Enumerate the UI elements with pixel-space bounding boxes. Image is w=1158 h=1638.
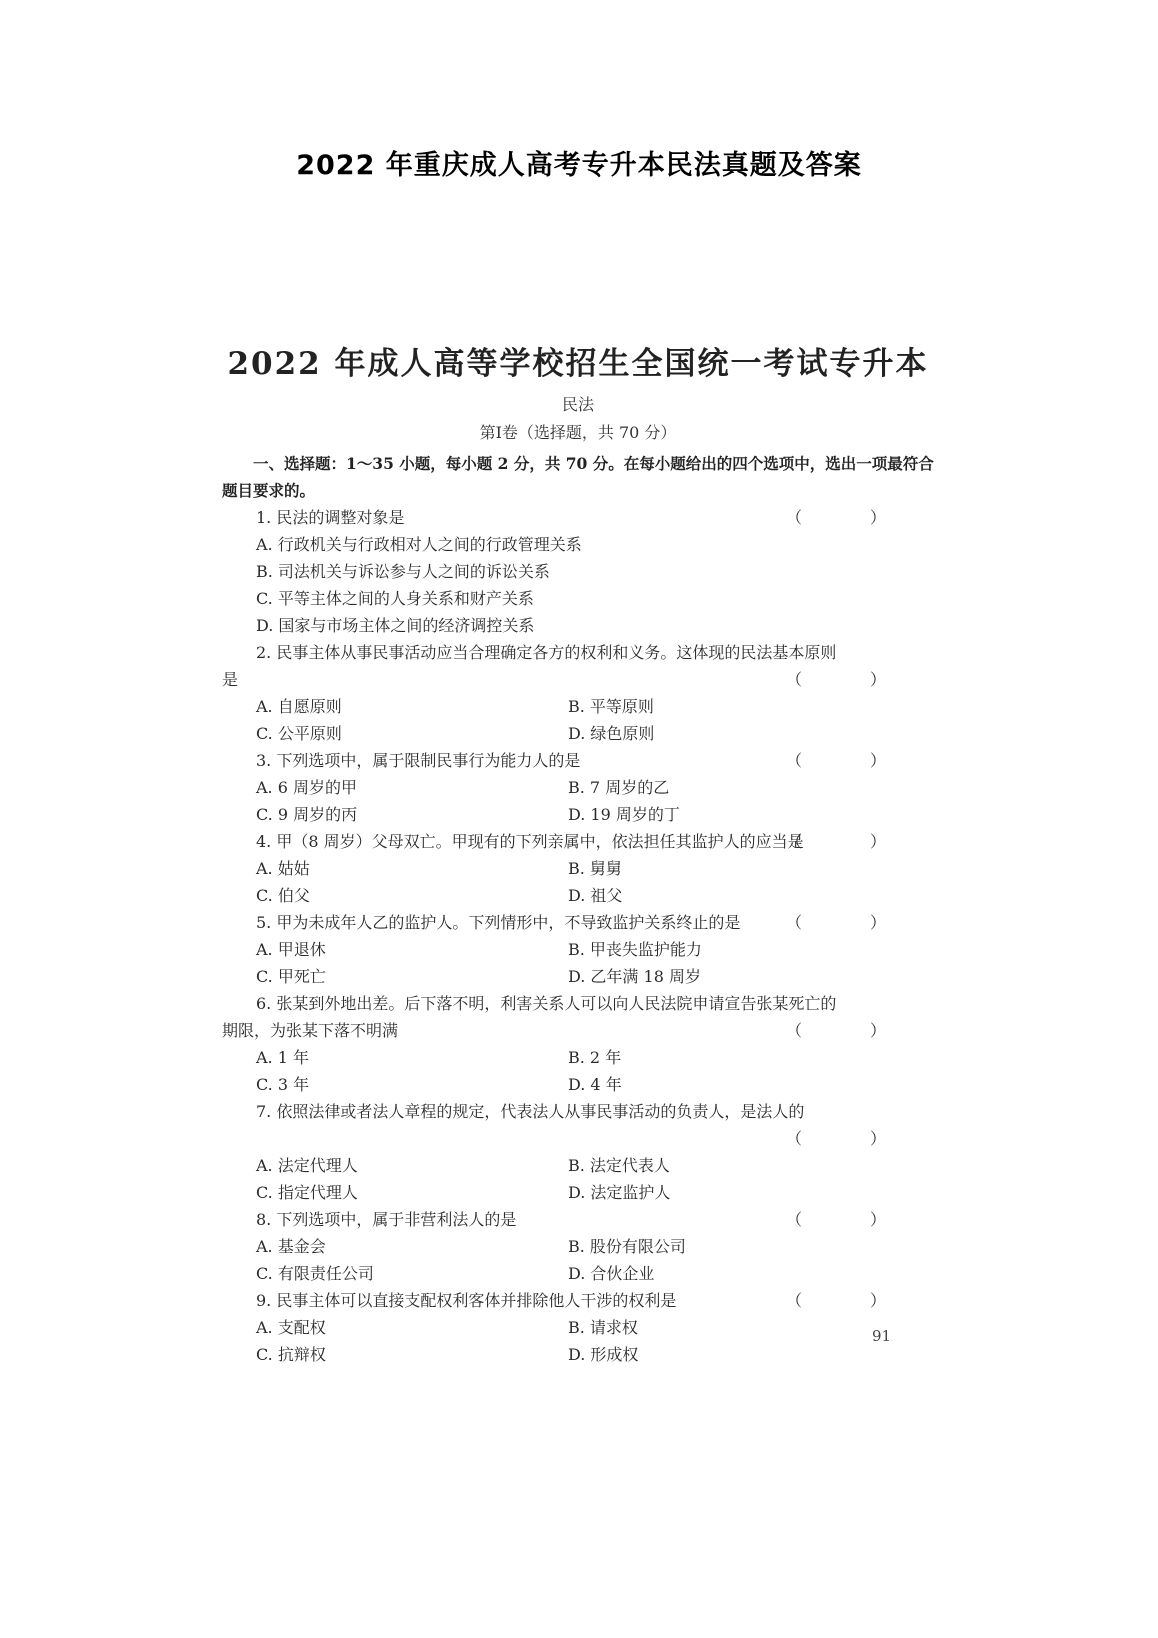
page-title: 2022 年重庆成人高考专升本民法真题及答案 [296,150,862,181]
question-7: 7. 依照法律或者法人章程的规定，代表法人从事民事活动的负责人，是法人的 [256,1102,805,1121]
options-row [222,963,934,990]
option-3b: B. 7 周岁的乙 [568,778,670,797]
option-7b: B. 法定代表人 [568,1156,670,1175]
answer-paren: （ ） [785,1210,912,1229]
question-4 [222,828,934,855]
question-stem: 8. 下列选项中，属于非营利法人的是 [256,1210,517,1229]
question-6: 6. 张某到外地出差。后下落不明，利害关系人可以向人民法院申请宣告张某死亡的 [256,994,837,1013]
option-9d: D. 形成权 [568,1345,639,1364]
option-2b: B. 平等原则 [568,697,654,716]
options-row [222,936,934,963]
option-1c: C. 平等主体之间的人身关系和财产关系 [256,589,534,608]
options-row [222,1314,934,1341]
answer-paren: （ ） [785,1021,912,1040]
option-6b: B. 2 年 [568,1048,622,1067]
option-4d: D. 祖父 [568,886,623,905]
question-9 [222,1287,934,1314]
question-stem: 9. 民事主体可以直接支配权利客体并排除他人干涉的权利是 [256,1291,677,1310]
exam-page [222,342,934,1368]
question-stem: 3. 下列选项中，属于限制民事行为能力人的是 [256,751,581,770]
options-row [222,801,934,828]
option-3c: C. 9 周岁的丙 [256,805,358,824]
options-row [222,1260,934,1287]
option-2c: C. 公平原则 [256,724,342,743]
option-3d: D. 19 周岁的丁 [568,805,680,824]
option-6a: A. 1 年 [256,1048,309,1067]
option-7d: D. 法定监护人 [568,1183,671,1202]
exam-volume: 第Ⅰ卷（选择题，共 70 分） [479,423,677,442]
question-stem-cont: 是 [222,670,239,689]
option-9a: A. 支配权 [256,1318,326,1337]
option-3a: A. 6 周岁的甲 [256,778,357,797]
option-7c: C. 指定代理人 [256,1183,358,1202]
answer-paren: （ ） [785,508,912,527]
option-5c: C. 甲死亡 [256,967,326,986]
option-6c: C. 3 年 [256,1075,310,1094]
answer-paren: （ ） [785,670,912,689]
option-8a: A. 基金会 [256,1237,326,1256]
question-2: 2. 民事主体从事民事活动应当合理确定各方的权利和义务。这体现的民法基本原则 [256,643,837,662]
option-4c: C. 伯父 [256,886,310,905]
options-row [222,1044,934,1071]
section-instruction: 一、选择题：1～35 小题，每小题 2 分，共 70 分。在每小题给出的四个选项中，选出一项最符合题目要求的。 [222,454,934,500]
answer-paren: （ ） [785,1291,912,1310]
options-row [222,855,934,882]
question-stem-cont: 期限，为张某下落不明满 [222,1021,399,1040]
question-1 [222,504,934,531]
options-row [222,1233,934,1260]
page-number: 91 [872,1327,892,1345]
option-1b: B. 司法机关与诉讼参与人之间的诉讼关系 [256,562,550,581]
option-4a: A. 姑姑 [256,859,310,878]
question-5 [222,909,934,936]
option-1a: A. 行政机关与行政相对人之间的行政管理关系 [256,535,582,554]
question-3 [222,747,934,774]
options-row [222,693,934,720]
option-8b: B. 股份有限公司 [568,1237,686,1256]
answer-paren: （ ） [785,751,912,770]
question-2-cont [222,666,934,693]
option-2a: A. 自愿原则 [256,697,342,716]
question-8 [222,1206,934,1233]
options-row [222,1071,934,1098]
option-9c: C. 抗辩权 [256,1345,326,1364]
option-8c: C. 有限责任公司 [256,1264,374,1283]
question-stem: 1. 民法的调整对象是 [256,508,405,527]
option-6d: D. 4 年 [568,1075,622,1094]
answer-paren: （ ） [785,832,912,851]
option-9b: B. 请求权 [568,1318,638,1337]
question-stem: 4. 甲（8 周岁）父母双亡。甲现有的下列亲属中，依法担任其监护人的应当是 [256,832,804,851]
exam-subject: 民法 [561,395,594,414]
option-4b: B. 舅舅 [568,859,622,878]
answer-paren: （ ） [785,1129,912,1148]
option-5d: D. 乙年满 18 周岁 [568,967,701,986]
option-1d: D. 国家与市场主体之间的经济调控关系 [256,616,535,635]
options-row [222,882,934,909]
option-7a: A. 法定代理人 [256,1156,358,1175]
options-row [222,1341,934,1368]
option-2d: D. 绿色原则 [568,724,655,743]
question-6-cont [222,1017,934,1044]
option-5a: A. 甲退休 [256,940,326,959]
options-row [222,720,934,747]
option-5b: B. 甲丧失监护能力 [568,940,702,959]
exam-title: 2022 年成人高等学校招生全国统一考试专升本 [227,346,929,382]
question-stem: 5. 甲为未成年人乙的监护人。下列情形中，不导致监护关系终止的是 [256,913,741,932]
option-8d: D. 合伙企业 [568,1264,655,1283]
options-row [222,1152,934,1179]
options-row [222,1179,934,1206]
options-row [222,774,934,801]
answer-paren: （ ） [785,913,912,932]
question-7-paren-line [222,1125,934,1152]
